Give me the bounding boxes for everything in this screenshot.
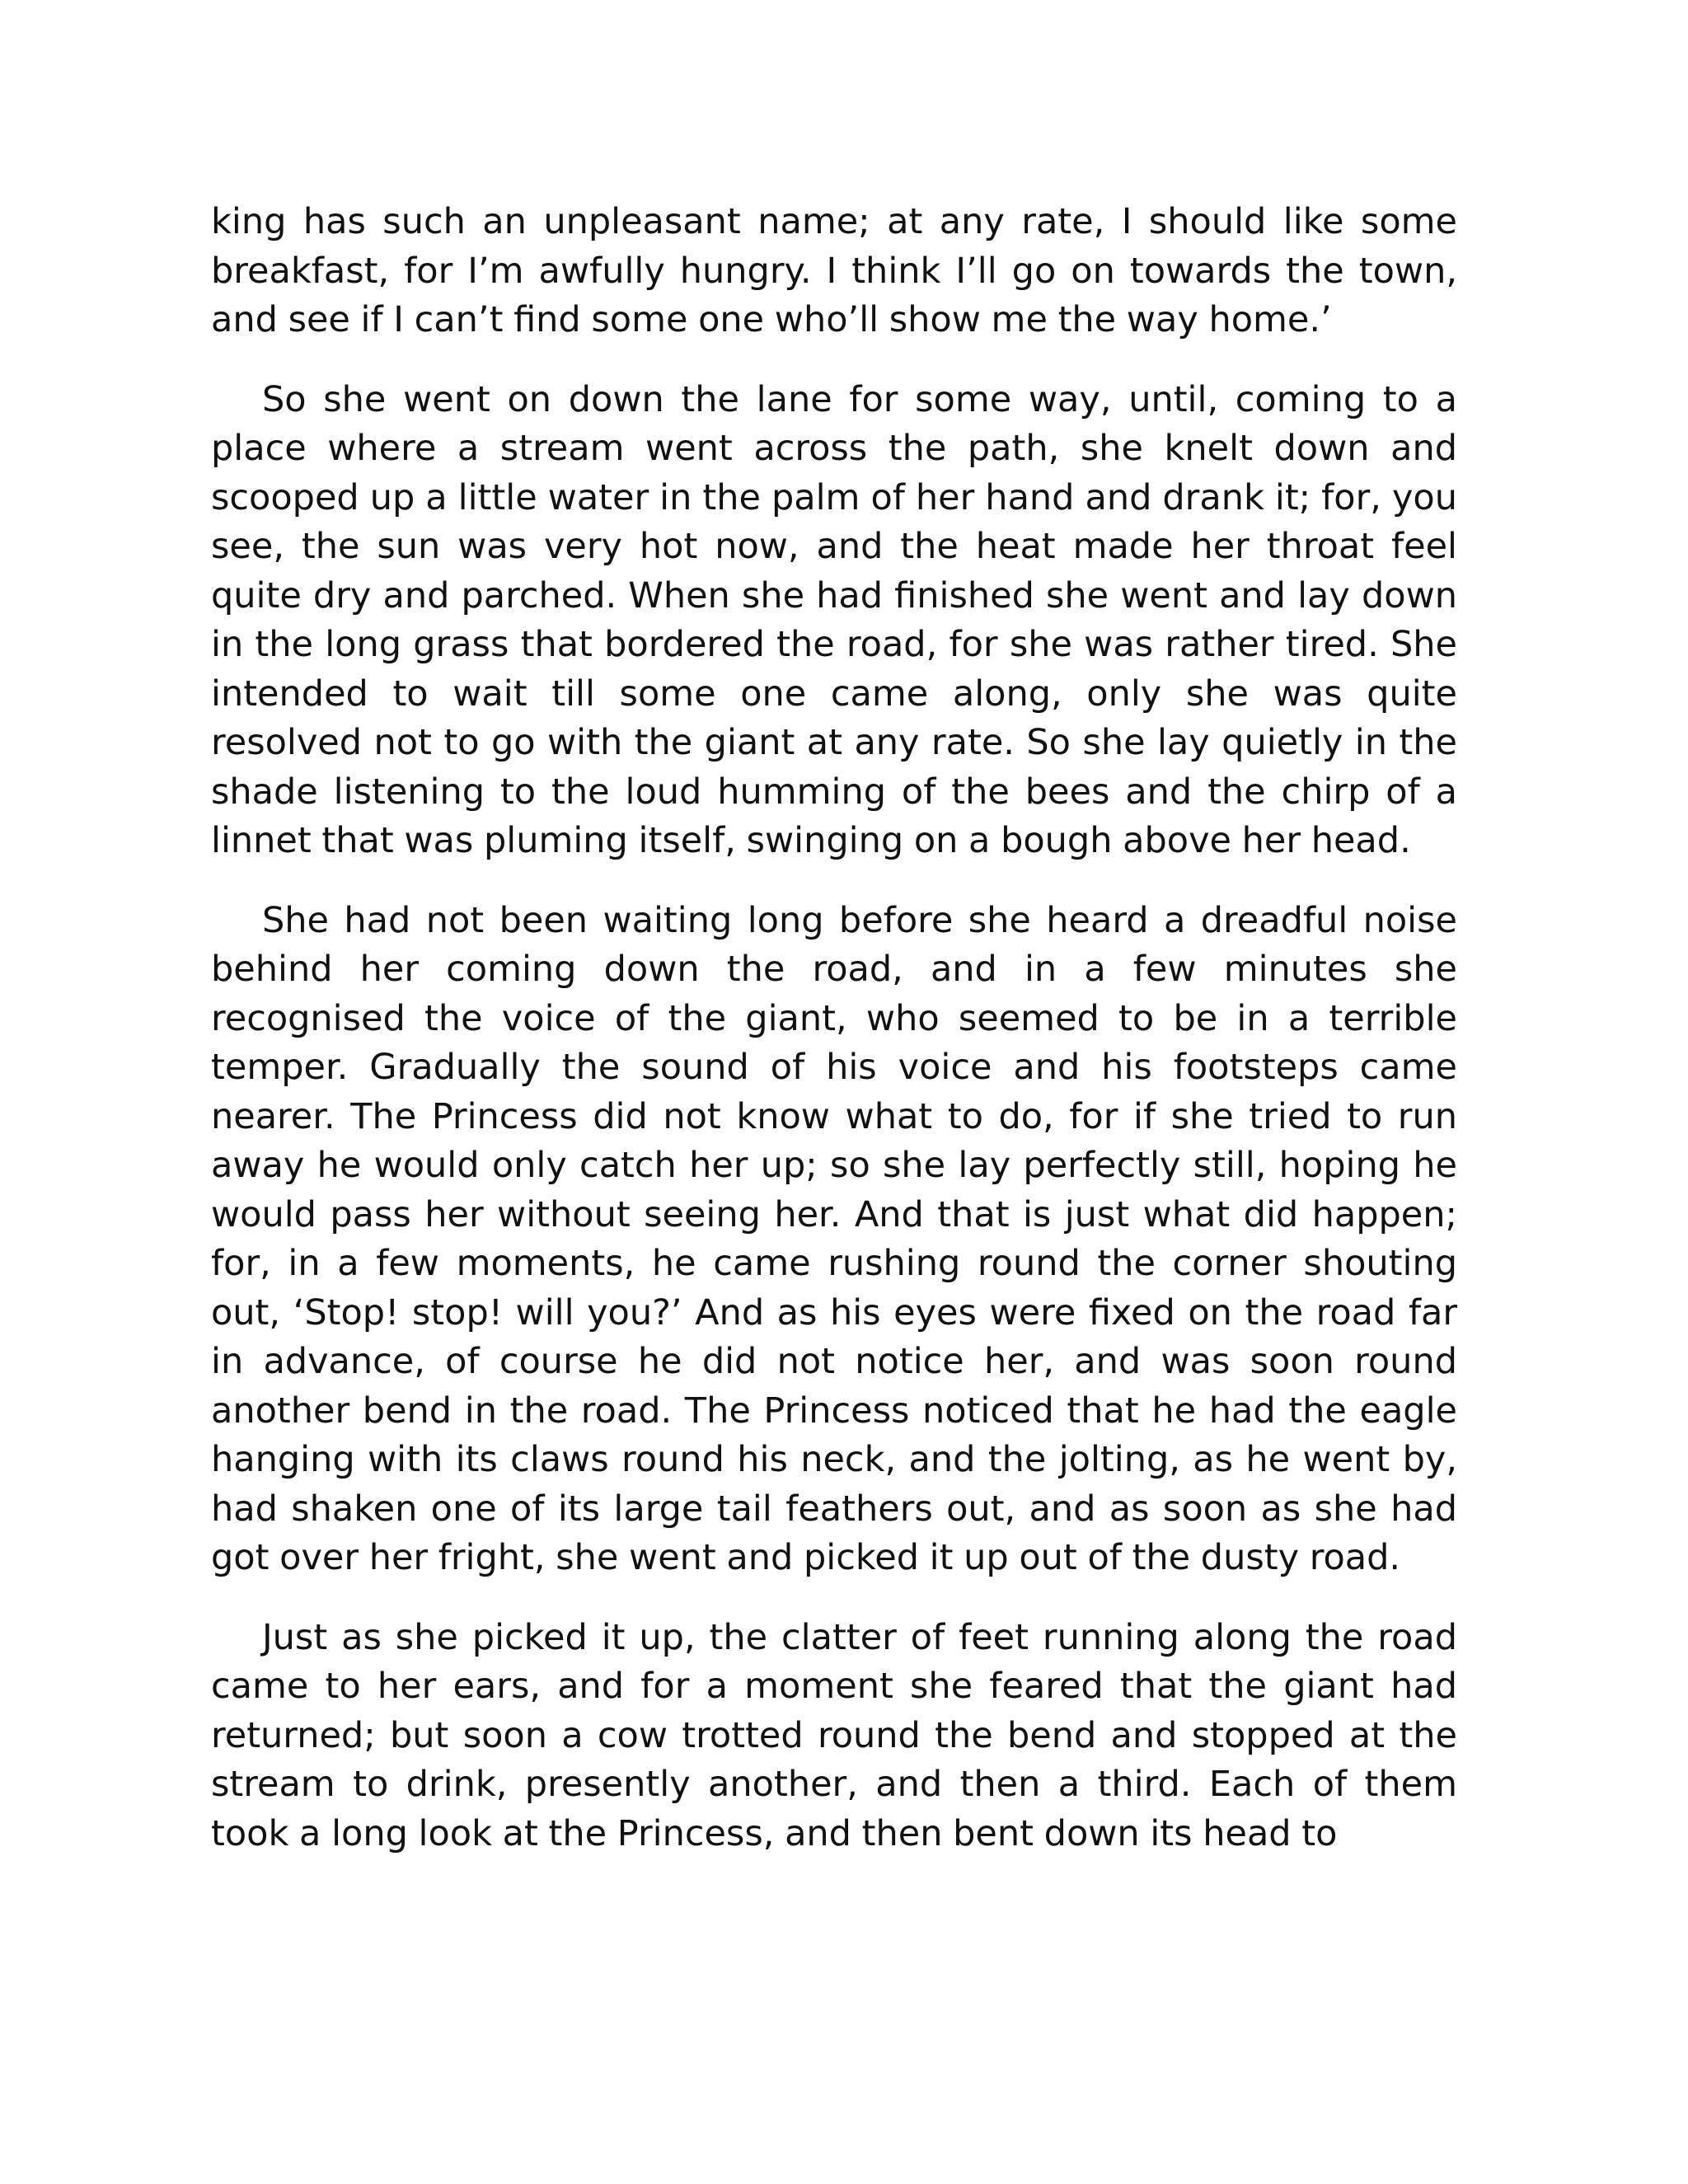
body-text bbox=[211, 198, 1457, 1889]
paragraph-1: king has such an unpleasant name; at any rate, I should like some breakfast, for I’m awfully hungry. I think I’ll go on towards the town, and see if I can’t find some one who’ll show me the way home.’ bbox=[211, 201, 1457, 340]
paragraph-2: So she went on down the lane for some way, until, coming to a place where a stream went across the path, she knelt down and scooped up a little water in the palm of her hand and drank it; for, you see, the sun was very hot now, and the heat made her throat feel quite dry and parched. When she had finished she went and lay down in the long grass that bordered the road, for she was rather tired. She intended to wait till some one came along, only she was quite resolved not to go with the giant at any rate. So she lay quietly in the shade listening to the loud humming of the bees and the chirp of a linnet that was pluming itself, swinging on a bough above her head. bbox=[211, 378, 1457, 861]
paragraph-3: She had not been waiting long before she heard a dreadful noise behind her coming down the road, and in a few minutes she recognised the voice of the giant, who seemed to be in a terrible temper. Gradually the sound of his voice and his footsteps came nearer. The Princess did not know what to do, for if she tried to run away he would only catch her up; so she lay perfectly still, hoping he would pass her without seeing her. And that is just what did happen; for, in a few moments, he came rushing round the corner shouting out, ‘Stop! stop! will you?’ And as his eyes were fixed on the road far in advance, of course he did not notice her, and was soon round another bend in the road. The Princess noticed that he had the eagle hanging with its claws round his neck, and the jolting, as he went by, had shaken one of its large tail feathers out, and as soon as she had got over her fright, she went and picked it up out of the dusty road. bbox=[211, 899, 1457, 1578]
paragraph-4: Just as she picked it up, the clatter of feet running along the road came to her ears, and for a moment she feared that the giant had returned; but soon a cow trotted round the bend and stopped at the stream to drink, presently another, and then a third. Each of them took a long look at the Princess, and then bent down its head to bbox=[211, 1616, 1457, 1854]
